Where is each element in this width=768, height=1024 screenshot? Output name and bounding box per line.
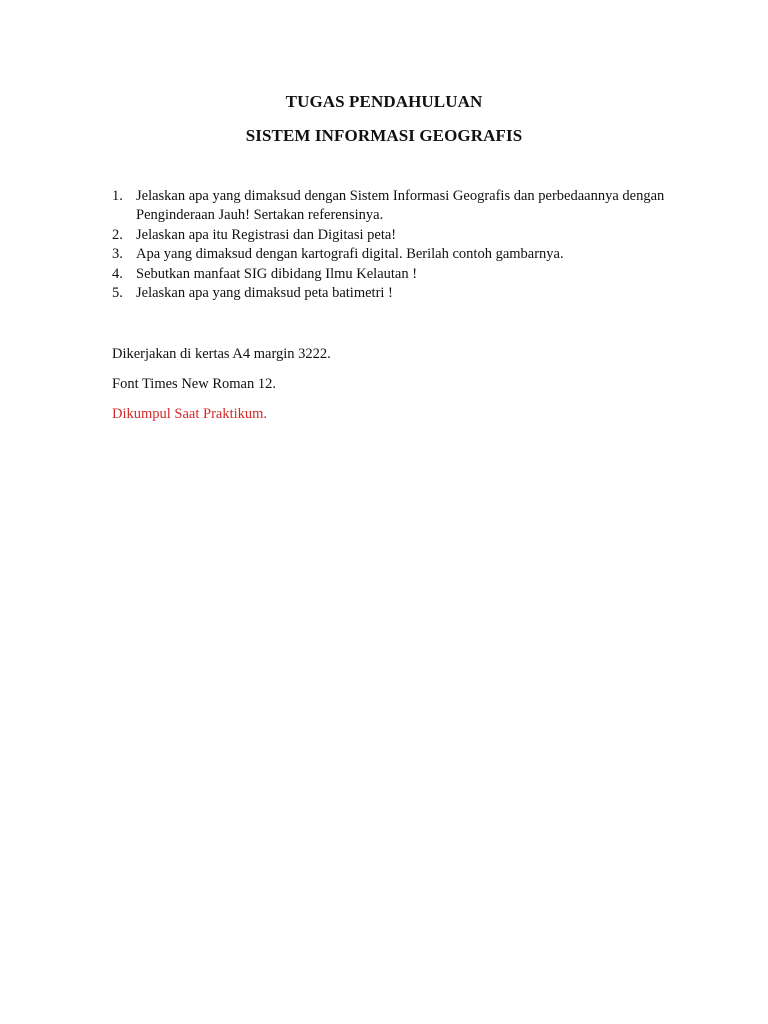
- question-text: Apa yang dimaksud dengan kartografi digital. Berilah contoh gambarnya.: [136, 246, 564, 263]
- question-number: 5.: [112, 285, 123, 302]
- document-title: TUGAS PENDAHULUAN: [285, 92, 483, 111]
- list-item: [112, 245, 672, 264]
- list-item: [112, 187, 672, 226]
- deadline-note: Dikumpul Saat Praktikum.: [112, 406, 268, 422]
- document-subtitle: SISTEM INFORMASI GEOGRAFIS: [245, 126, 523, 145]
- question-number: 1.: [112, 188, 123, 204]
- question-list: [112, 187, 672, 303]
- question-text: Jelaskan apa itu Registrasi dan Digitasi peta!: [136, 226, 397, 243]
- list-item: [112, 265, 672, 284]
- question-text: Sebutkan manfaat SIG dibidang Ilmu Kelautan !: [136, 265, 418, 282]
- question-text: Jelaskan apa yang dimaksud dengan Sistem Informasi Geografis dan perbedaannya dengan Penginderaan Jauh! Sertakan referensinya.: [136, 188, 665, 224]
- list-item: [112, 284, 672, 303]
- font-instruction: Font Times New Roman 12.: [112, 376, 276, 392]
- question-number: 2.: [112, 226, 123, 243]
- question-number: 4.: [112, 265, 123, 282]
- paper-instruction: Dikerjakan di kertas A4 margin 3222.: [112, 346, 331, 362]
- question-number: 3.: [112, 246, 123, 263]
- question-text: Jelaskan apa yang dimaksud peta batimetri !: [136, 285, 393, 302]
- list-item: [112, 226, 672, 245]
